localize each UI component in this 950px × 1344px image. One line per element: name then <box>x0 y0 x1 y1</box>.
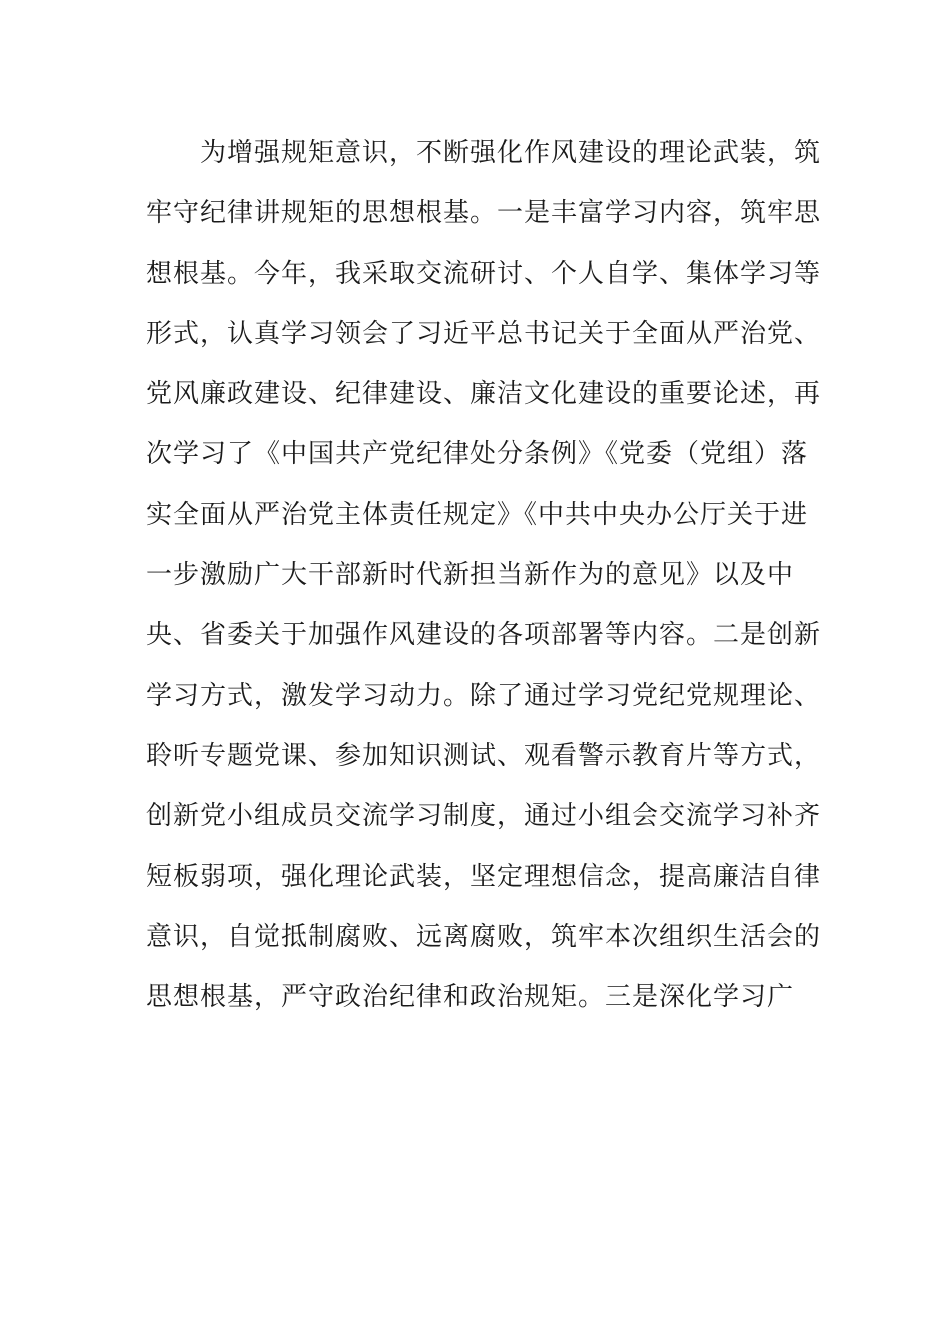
body-paragraph <box>146 130 822 1034</box>
text-line: 创新党小组成员交流学习制度，通过小组会交流学习补齐 <box>146 801 822 832</box>
text-line: 学习方式，激发学习动力。除了通过学习党纪党规理论、 <box>146 680 822 711</box>
text-line: 央、省委关于加强作风建设的各项部署等内容。二是创新 <box>146 620 822 651</box>
text-line: 意识，自觉抵制腐败、远离腐败，筑牢本次组织生活会的 <box>146 921 822 952</box>
text-line: 党风廉政建设、纪律建设、廉洁文化建设的重要论述，再 <box>146 379 822 410</box>
text-line: 思想根基，严守政治纪律和政治规矩。三是深化学习广 <box>146 982 795 1013</box>
text-line: 一步激励广大干部新时代新担当新作为的意见》以及中 <box>146 560 795 591</box>
text-line: 形式，认真学习领会了习近平总书记关于全面从严治党、 <box>146 318 822 349</box>
text-line: 实全面从严治党主体责任规定》《中共中央办公厅关于进 <box>146 499 809 530</box>
text-line: 次学习了《中国共产党纪律处分条例》《党委（党组）落 <box>146 439 809 470</box>
text-line: 短板弱项，强化理论武装，坚定理想信念，提高廉洁自律 <box>146 861 822 892</box>
text-line: 为增强规矩意识，不断强化作风建设的理论武装，筑 <box>146 138 822 168</box>
text-line: 牢守纪律讲规矩的思想根基。一是丰富学习内容，筑牢思 <box>146 198 822 229</box>
text-line: 聆听专题党课、参加知识测试、观看警示教育片等方式， <box>146 740 822 771</box>
text-line: 想根基。今年，我采取交流研讨、个人自学、集体学习等 <box>146 258 822 289</box>
